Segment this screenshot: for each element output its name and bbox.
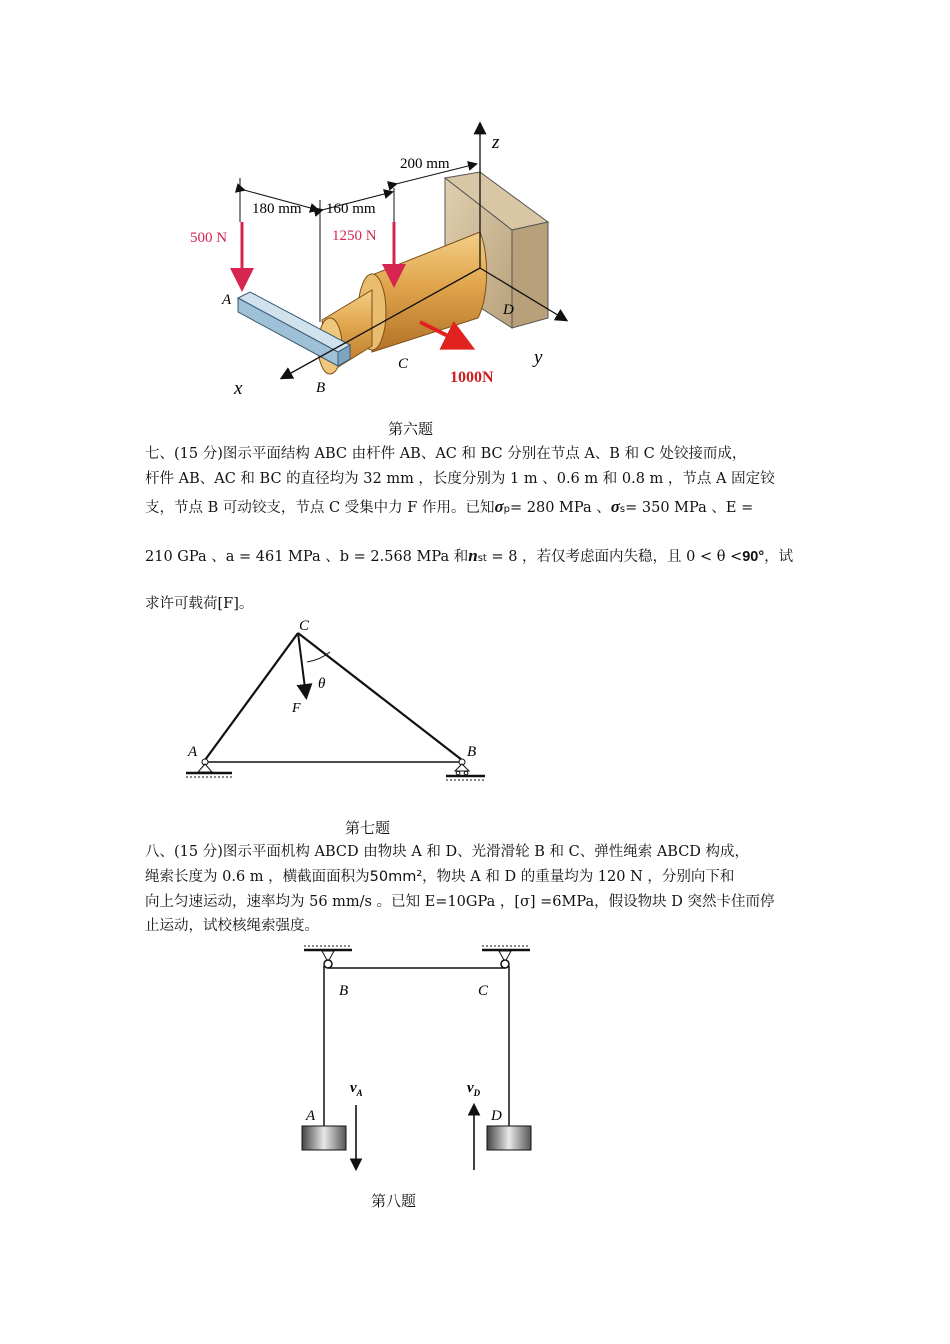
problem-7-line-2: 杆件 AB、AC 和 BC 的直径均为 32 mm ，长度分别为 1 m 、0.6 m 和 0.8 m ，节点 A 固定铰 [145, 471, 775, 487]
problem-8-line-4: 止运动，试校核绳索强度。 [145, 918, 319, 934]
label-a: A [306, 1108, 316, 1124]
pulley-c [499, 951, 511, 968]
label-d: D [491, 1108, 502, 1124]
label-va: $v_A$ [350, 1080, 363, 1098]
truss-members [205, 633, 462, 762]
problem-8-line-3: 向上匀速运动，速率均为 56 mm/s 。已知 E=10GPa ，[σ] =6MPa，假设物块 D 突然卡住而停 [145, 894, 775, 910]
area-value: 50mm² [369, 869, 423, 885]
pulley-b [322, 951, 334, 968]
label-vd: $v_D$ [467, 1080, 481, 1098]
label-1000n: 1000N [450, 369, 494, 386]
sigma-p-symbol: σ [494, 497, 504, 516]
problem-7-line-4: 210 GPa 、a = 461 MPa 、b = 2.568 MPa 和nst = 8 ，若仅考虑面内失稳，且 0 < θ <90°，试 [145, 546, 794, 565]
label-c: C [299, 618, 310, 634]
ceiling-left [304, 946, 352, 950]
label-a: A [188, 744, 198, 760]
label-axis-z: z [492, 132, 500, 153]
sigma-s-symbol: σ [610, 497, 620, 516]
figure-6-caption: 第六题 [388, 420, 434, 438]
problem-7-line-1: 七、(15 分)图示平面结构 ABC 由杆件 AB、AC 和 BC 分别在节点 A、B 和 C 处铰接而成， [145, 446, 747, 462]
label-160mm: 160 mm [326, 201, 376, 217]
label-c: C [478, 983, 489, 999]
figure-8-caption: 第八题 [371, 1192, 417, 1210]
large-shaft-segment [358, 232, 487, 352]
problem-8-line-1: 八、(15 分)图示平面机构 ABCD 由物块 A 和 D、光滑滑轮 B 和 C、弹性绳索 ABCD 构成， [145, 844, 750, 860]
figure-7-caption: 第七题 [345, 819, 391, 837]
figure-6-shaft-diagram [180, 110, 590, 410]
label-500n: 500 N [190, 230, 228, 246]
label-1250n: 1250 N [332, 228, 377, 244]
label-axis-y: y [534, 347, 543, 368]
label-c: C [398, 356, 409, 372]
label-axis-x: x [234, 378, 243, 399]
problem-7-line-3: 支，节点 B 可动铰支，节点 C 受集中力 F 作用。已知σp= 280 MPa 、σs= 350 MPa 、E = [145, 497, 754, 516]
angle-90: 90° [742, 549, 765, 565]
problem-7-line-5: 求许可载荷[F]。 [145, 596, 254, 612]
label-b: B [339, 983, 349, 999]
label-f: F [292, 701, 301, 716]
label-b: B [467, 744, 477, 760]
force-f-arrow [298, 633, 306, 696]
label-b: B [316, 380, 326, 396]
label-d: D [503, 302, 514, 318]
problem-8-line-2: 绳索长度为 0.6 m ，横截面面积为50mm²，物块 A 和 D 的重量均为 120 N ，分别向下和 [145, 869, 735, 885]
block-a [302, 1126, 346, 1150]
label-theta: θ [318, 676, 326, 692]
n-st-symbol: n [468, 546, 478, 565]
theta-arc [307, 652, 330, 662]
ceiling-right [482, 946, 530, 950]
label-a: A [222, 292, 232, 308]
label-200mm: 200 mm [400, 156, 450, 172]
figure-7-truss-diagram [180, 612, 500, 792]
label-180mm: 180 mm [252, 201, 302, 217]
figure-8-pulley-diagram [295, 942, 540, 1182]
block-d [487, 1126, 531, 1150]
